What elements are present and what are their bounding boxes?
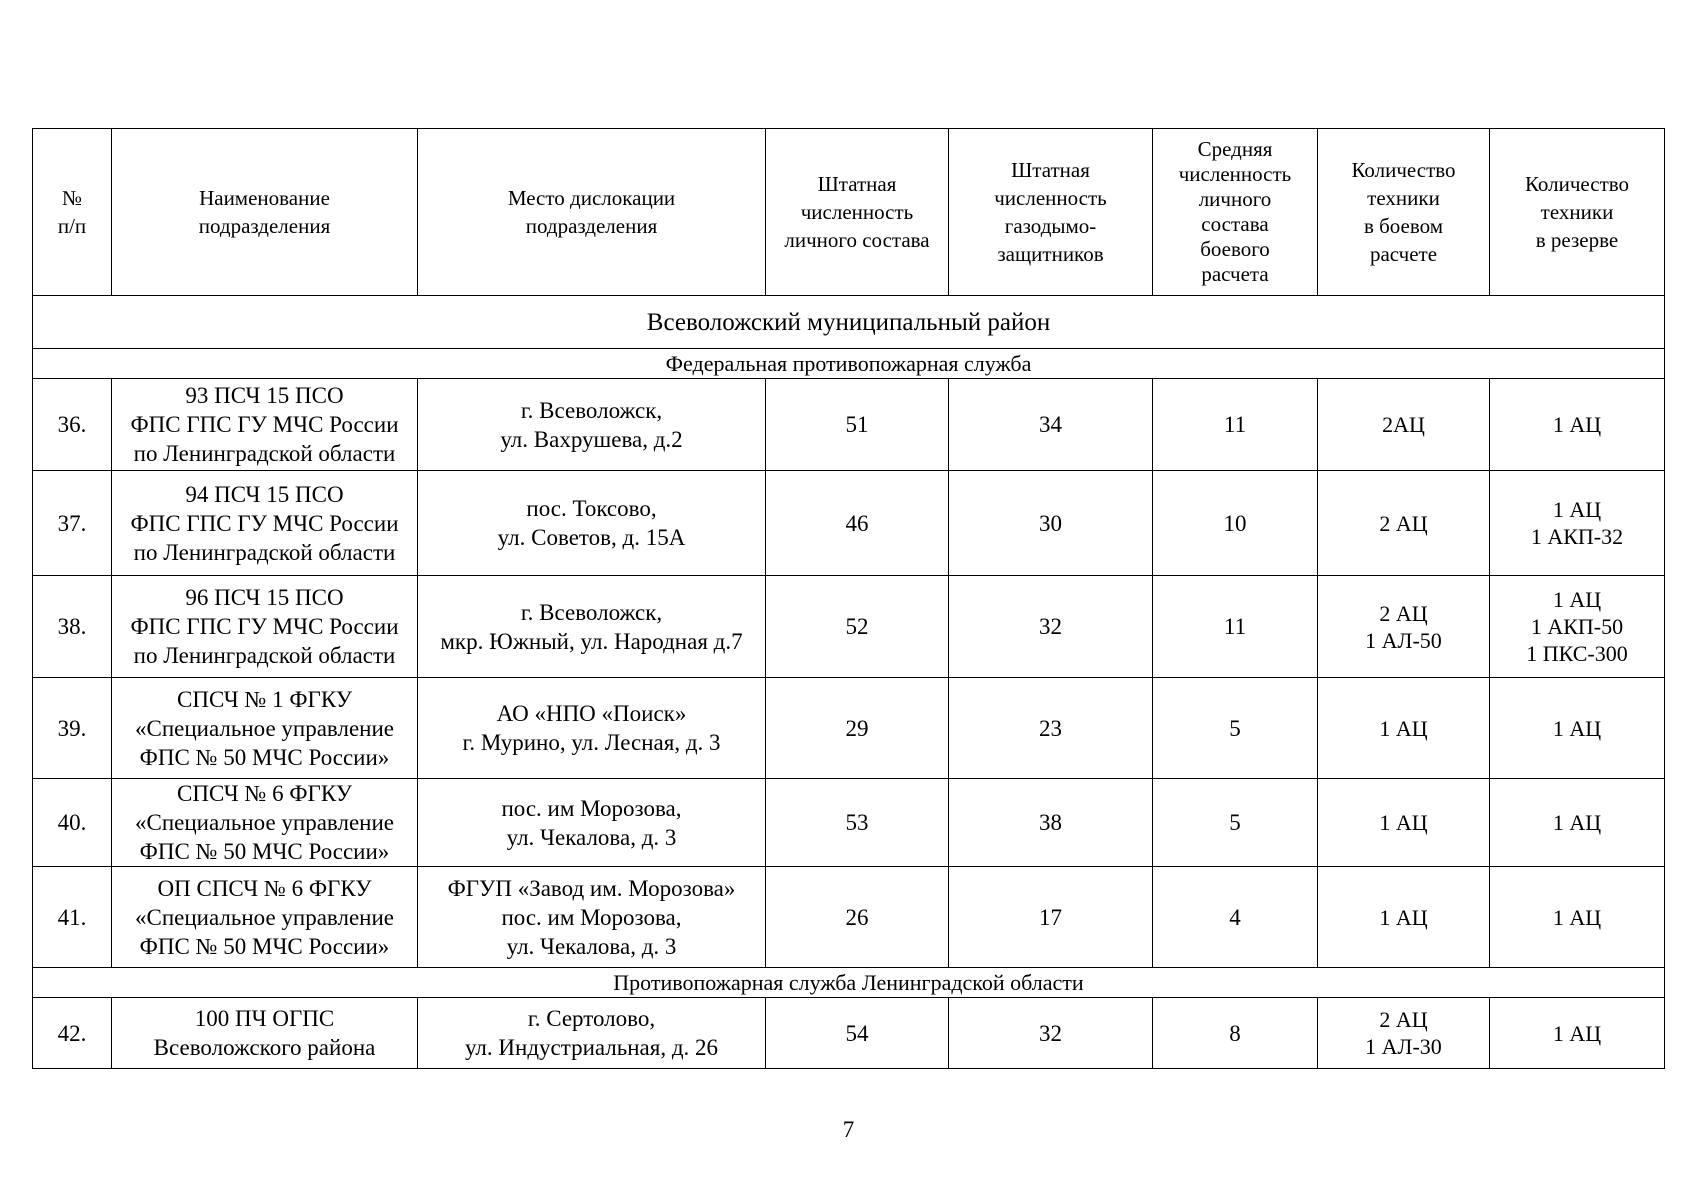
tech-reserve xyxy=(1490,576,1665,678)
unit-name-line: «Специальное управление xyxy=(135,904,394,930)
tech-combat-item: 1 АЦ xyxy=(1379,904,1428,930)
header-num-line: № xyxy=(61,186,83,210)
row-number: 38. xyxy=(33,576,112,678)
unit-location-line: пос. им Морозова, xyxy=(501,795,682,821)
tech-reserve-item: 1 АЦ xyxy=(1552,1020,1602,1046)
unit-name-line: «Специальное управление xyxy=(135,715,394,741)
row-number: 42. xyxy=(33,998,112,1069)
unit-name-line: 100 ПЧ ОГПС xyxy=(194,1006,335,1031)
unit-name xyxy=(112,678,418,779)
header-tech-combat-line: в боевом xyxy=(1363,214,1444,238)
header-avg-line: боевого xyxy=(1200,237,1270,261)
unit-name-line: ФПС ГПС ГУ МЧС России xyxy=(130,614,399,639)
table-row xyxy=(33,471,1665,576)
unit-name-line: СПСЧ № 6 ФГКУ xyxy=(177,781,352,806)
table-row xyxy=(33,576,1665,678)
header-avg xyxy=(1153,129,1318,296)
unit-location xyxy=(418,678,766,779)
unit-location xyxy=(418,379,766,471)
tech-combat xyxy=(1318,471,1490,576)
header-staff-line: Штатная xyxy=(817,172,897,196)
header-tech-combat-line: техники xyxy=(1367,186,1440,210)
tech-reserve-item: 1 АЦ xyxy=(1552,810,1602,835)
unit-location xyxy=(418,867,766,968)
table-row xyxy=(33,779,1665,867)
unit-location-line: г. Всеволожск, xyxy=(520,599,663,625)
gas-count: 38 xyxy=(949,779,1153,867)
header-gas-line: Штатная xyxy=(1011,158,1090,182)
tech-combat-item: 2 АЦ xyxy=(1379,510,1428,536)
table-row xyxy=(33,998,1665,1069)
tech-reserve xyxy=(1490,867,1665,968)
unit-name-line: ОП СПСЧ № 6 ФГКУ xyxy=(157,875,372,901)
header-gas xyxy=(949,129,1153,296)
unit-name-line: по Ленинградской области xyxy=(133,643,396,668)
unit-location-line: мкр. Южный, ул. Народная д.7 xyxy=(440,628,743,654)
unit-location-line: пос. Токсово, xyxy=(526,496,657,521)
district-row xyxy=(33,296,1665,349)
header-location xyxy=(418,129,766,296)
unit-name-line: ФПС ГПС ГУ МЧС России xyxy=(130,510,399,536)
gas-count: 34 xyxy=(949,379,1153,471)
tech-reserve xyxy=(1490,779,1665,867)
row-number: 40. xyxy=(33,779,112,867)
staff-count: 53 xyxy=(766,779,949,867)
tech-reserve-item: 1 АЦ xyxy=(1552,715,1602,741)
unit-name-line: по Ленинградской области xyxy=(133,539,396,565)
unit-name-line: СПСЧ № 1 ФГКУ xyxy=(177,686,352,712)
unit-location-line: г. Всеволожск, xyxy=(520,397,663,423)
unit-name xyxy=(112,998,418,1069)
service-row-federal xyxy=(33,349,1665,379)
tech-reserve xyxy=(1490,379,1665,471)
header-avg-line: численность xyxy=(1178,162,1292,186)
table-row xyxy=(33,867,1665,968)
unit-name xyxy=(112,379,418,471)
staff-count: 54 xyxy=(766,998,949,1069)
unit-name-line: ФПС ГПС ГУ МЧС России xyxy=(130,412,399,437)
tech-combat xyxy=(1318,867,1490,968)
unit-name xyxy=(112,576,418,678)
staff-count: 46 xyxy=(766,471,949,576)
header-name-line: подразделения xyxy=(198,214,331,238)
header-num xyxy=(33,129,112,296)
header-staff-line: личного состава xyxy=(784,228,930,252)
gas-count: 23 xyxy=(949,678,1153,779)
tech-combat-item: 1 АЦ xyxy=(1379,810,1428,835)
gas-count: 32 xyxy=(949,998,1153,1069)
staff-count: 52 xyxy=(766,576,949,678)
unit-location-line: пос. им Морозова, xyxy=(501,904,682,930)
tech-reserve xyxy=(1490,678,1665,779)
table-row xyxy=(33,379,1665,471)
tech-combat-item: 2 АЦ xyxy=(1379,1007,1428,1032)
unit-name xyxy=(112,471,418,576)
header-tech-reserve-line: техники xyxy=(1540,200,1614,224)
unit-name xyxy=(112,867,418,968)
row-number: 39. xyxy=(33,678,112,779)
tech-combat-item: 2 АЦ xyxy=(1379,600,1428,626)
unit-name-line: «Специальное управление xyxy=(135,810,394,835)
header-tech-reserve-line: Количество xyxy=(1524,172,1630,196)
service-row-regional xyxy=(33,968,1665,998)
unit-location xyxy=(418,998,766,1069)
header-staff-line: численность xyxy=(800,200,914,224)
tech-combat-item: 2АЦ xyxy=(1382,412,1425,437)
tech-reserve-item: 1 АКП-50 xyxy=(1530,614,1624,639)
avg-count: 5 xyxy=(1153,779,1318,867)
tech-combat xyxy=(1318,779,1490,867)
tech-combat-item: 1 АЛ-50 xyxy=(1365,627,1442,653)
unit-name-line: 93 ПСЧ 15 ПСО xyxy=(185,383,344,408)
tech-combat-item: 1 АЦ xyxy=(1379,715,1428,741)
unit-location-line: г. Мурино, ул. Лесная, д. 3 xyxy=(462,730,721,755)
service-title-regional: Противопожарная служба Ленинградской области xyxy=(33,968,1665,998)
avg-count: 10 xyxy=(1153,471,1318,576)
staff-count: 29 xyxy=(766,678,949,779)
gas-count: 17 xyxy=(949,867,1153,968)
header-name-line: Наименование xyxy=(199,186,330,210)
unit-name-line: 94 ПСЧ 15 ПСО xyxy=(185,481,344,507)
header-avg-line: Средняя xyxy=(1197,137,1273,161)
unit-location-line: ул. Вахрушева, д.2 xyxy=(500,426,683,452)
unit-location-line: АО «НПО «Поиск» xyxy=(496,701,687,726)
avg-count: 11 xyxy=(1153,379,1318,471)
header-avg-line: состава xyxy=(1201,212,1269,236)
unit-location-line: ул. Советов, д. 15А xyxy=(497,525,686,550)
avg-count: 4 xyxy=(1153,867,1318,968)
header-gas-line: защитников xyxy=(997,242,1104,266)
tech-combat xyxy=(1318,576,1490,678)
unit-name-line: ФПС № 50 МЧС России» xyxy=(139,933,390,959)
unit-location-line: ул. Чекалова, д. 3 xyxy=(506,933,677,959)
tech-reserve-item: 1 АЦ xyxy=(1552,497,1602,522)
header-location-line: подразделения xyxy=(525,214,658,238)
tech-reserve-item: 1 АЦ xyxy=(1552,904,1602,930)
row-number: 41. xyxy=(33,867,112,968)
header-name xyxy=(112,129,418,296)
unit-location-line: ул. Чекалова, д. 3 xyxy=(506,824,677,850)
header-tech-reserve xyxy=(1490,129,1665,296)
gas-count: 30 xyxy=(949,471,1153,576)
header-tech-combat xyxy=(1318,129,1490,296)
gas-count: 32 xyxy=(949,576,1153,678)
tech-combat xyxy=(1318,678,1490,779)
unit-location-line: ФГУП «Завод им. Морозова» xyxy=(447,875,736,901)
unit-name-line: по Ленинградской области xyxy=(133,441,396,466)
tech-reserve xyxy=(1490,471,1665,576)
units-table xyxy=(32,128,1665,1069)
unit-name xyxy=(112,779,418,867)
header-tech-reserve-line: в резерве xyxy=(1535,228,1619,252)
tech-combat xyxy=(1318,998,1490,1069)
tech-reserve-item: 1 ПКС-300 xyxy=(1526,641,1628,666)
table-row xyxy=(33,678,1665,779)
header-num-line: п/п xyxy=(57,214,87,238)
avg-count: 5 xyxy=(1153,678,1318,779)
avg-count: 8 xyxy=(1153,998,1318,1069)
staff-count: 51 xyxy=(766,379,949,471)
unit-location xyxy=(418,576,766,678)
unit-name-line: 96 ПСЧ 15 ПСО xyxy=(185,585,344,610)
header-staff xyxy=(766,129,949,296)
header-gas-line: газодымо- xyxy=(1004,214,1097,238)
unit-name-line: Всеволожского района xyxy=(153,1035,376,1060)
row-number: 37. xyxy=(33,471,112,576)
tech-combat xyxy=(1318,379,1490,471)
unit-name-line: ФПС № 50 МЧС России» xyxy=(139,744,390,770)
tech-reserve-item: 1 АЦ xyxy=(1552,412,1602,437)
tech-reserve-item: 1 АКП-32 xyxy=(1530,524,1624,549)
page-number: 7 xyxy=(842,1117,855,1142)
district-title: Всеволожский муниципальный район xyxy=(33,296,1665,349)
unit-location-line: г. Сертолово, xyxy=(527,1006,656,1031)
header-tech-combat-line: Количество xyxy=(1351,158,1456,182)
tech-reserve xyxy=(1490,998,1665,1069)
unit-location xyxy=(418,471,766,576)
unit-location xyxy=(418,779,766,867)
tech-reserve-item: 1 АЦ xyxy=(1552,587,1602,612)
unit-location-line: ул. Индустриальная, д. 26 xyxy=(464,1035,719,1060)
header-avg-line: личного xyxy=(1198,187,1272,211)
unit-name-line: ФПС № 50 МЧС России» xyxy=(139,839,390,864)
header-location-line: Место дислокации xyxy=(507,186,676,210)
staff-count: 26 xyxy=(766,867,949,968)
row-number: 36. xyxy=(33,379,112,471)
header-tech-combat-line: расчете xyxy=(1369,242,1438,266)
header-avg-line: расчета xyxy=(1201,262,1269,286)
header-row xyxy=(33,129,1665,296)
tech-combat-item: 1 АЛ-30 xyxy=(1365,1034,1442,1059)
header-gas-line: численность xyxy=(994,186,1107,210)
service-title-federal: Федеральная противопожарная служба xyxy=(33,349,1665,379)
avg-count: 11 xyxy=(1153,576,1318,678)
